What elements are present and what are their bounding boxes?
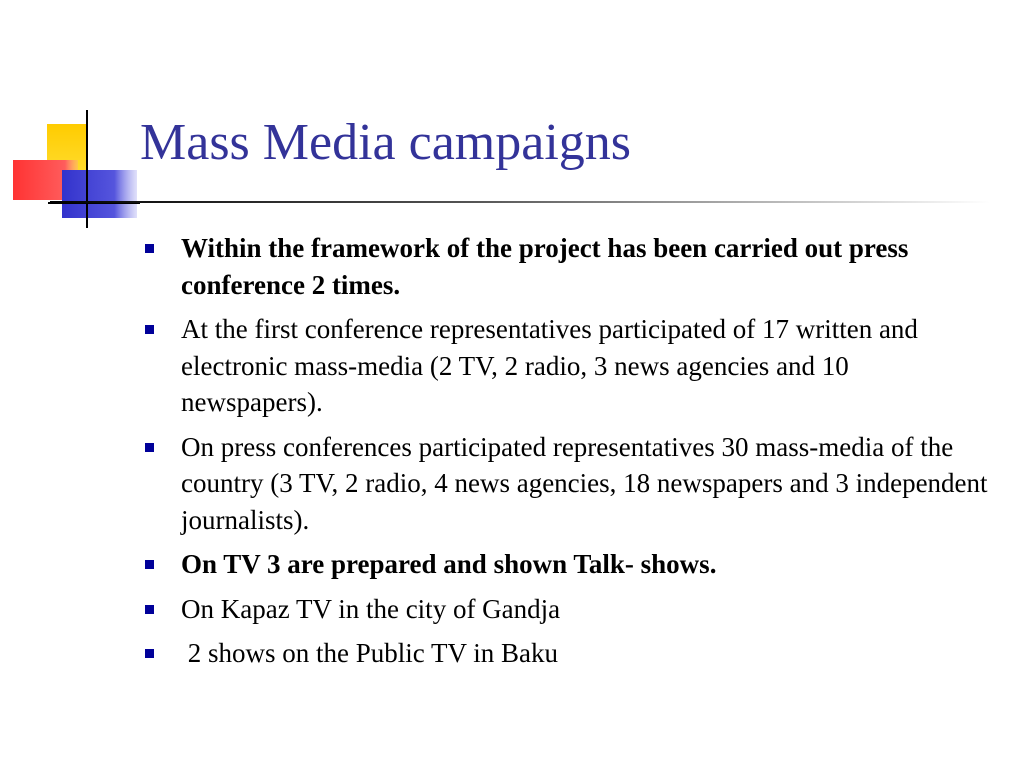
bullet-text: Within the framework of the project has been carried out press conference 2 times. (181, 233, 916, 300)
bullet-text: 2 shows on the Public TV in Baku (181, 638, 559, 668)
bullet-item (145, 546, 995, 583)
square-bullet-icon (145, 649, 154, 658)
bullet-text: On Kapaz TV in the city of Gandja (181, 593, 561, 624)
deco-blue-bar (62, 170, 137, 218)
bullet-item (145, 311, 995, 421)
bullet-text: At the first conference representatives participated of 17 written and electronic mass-media (2 TV, 2 radio, 3 news agencies and 10 newspapers). (181, 314, 925, 417)
square-bullet-icon (145, 244, 154, 253)
bullet-item (145, 635, 995, 672)
bullet-item (145, 230, 995, 303)
slide-title: Mass Media campaigns (140, 114, 632, 171)
square-bullet-icon (145, 560, 154, 569)
bullet-item (145, 429, 995, 539)
bullet-text: On press conferences participated representatives 30 mass-media of the country (3 TV, 2 radio, 4 news agencies, 18 newspapers and 3 independent journalists). (181, 431, 995, 535)
square-bullet-icon (145, 325, 154, 334)
square-bullet-icon (145, 443, 154, 452)
bullet-item (145, 591, 995, 628)
title-underline (50, 201, 990, 203)
bullet-list (145, 230, 995, 680)
square-bullet-icon (145, 605, 154, 614)
bullet-text: On TV 3 are prepared and shown Talk- shows. (181, 549, 717, 579)
title-decoration (0, 0, 140, 240)
